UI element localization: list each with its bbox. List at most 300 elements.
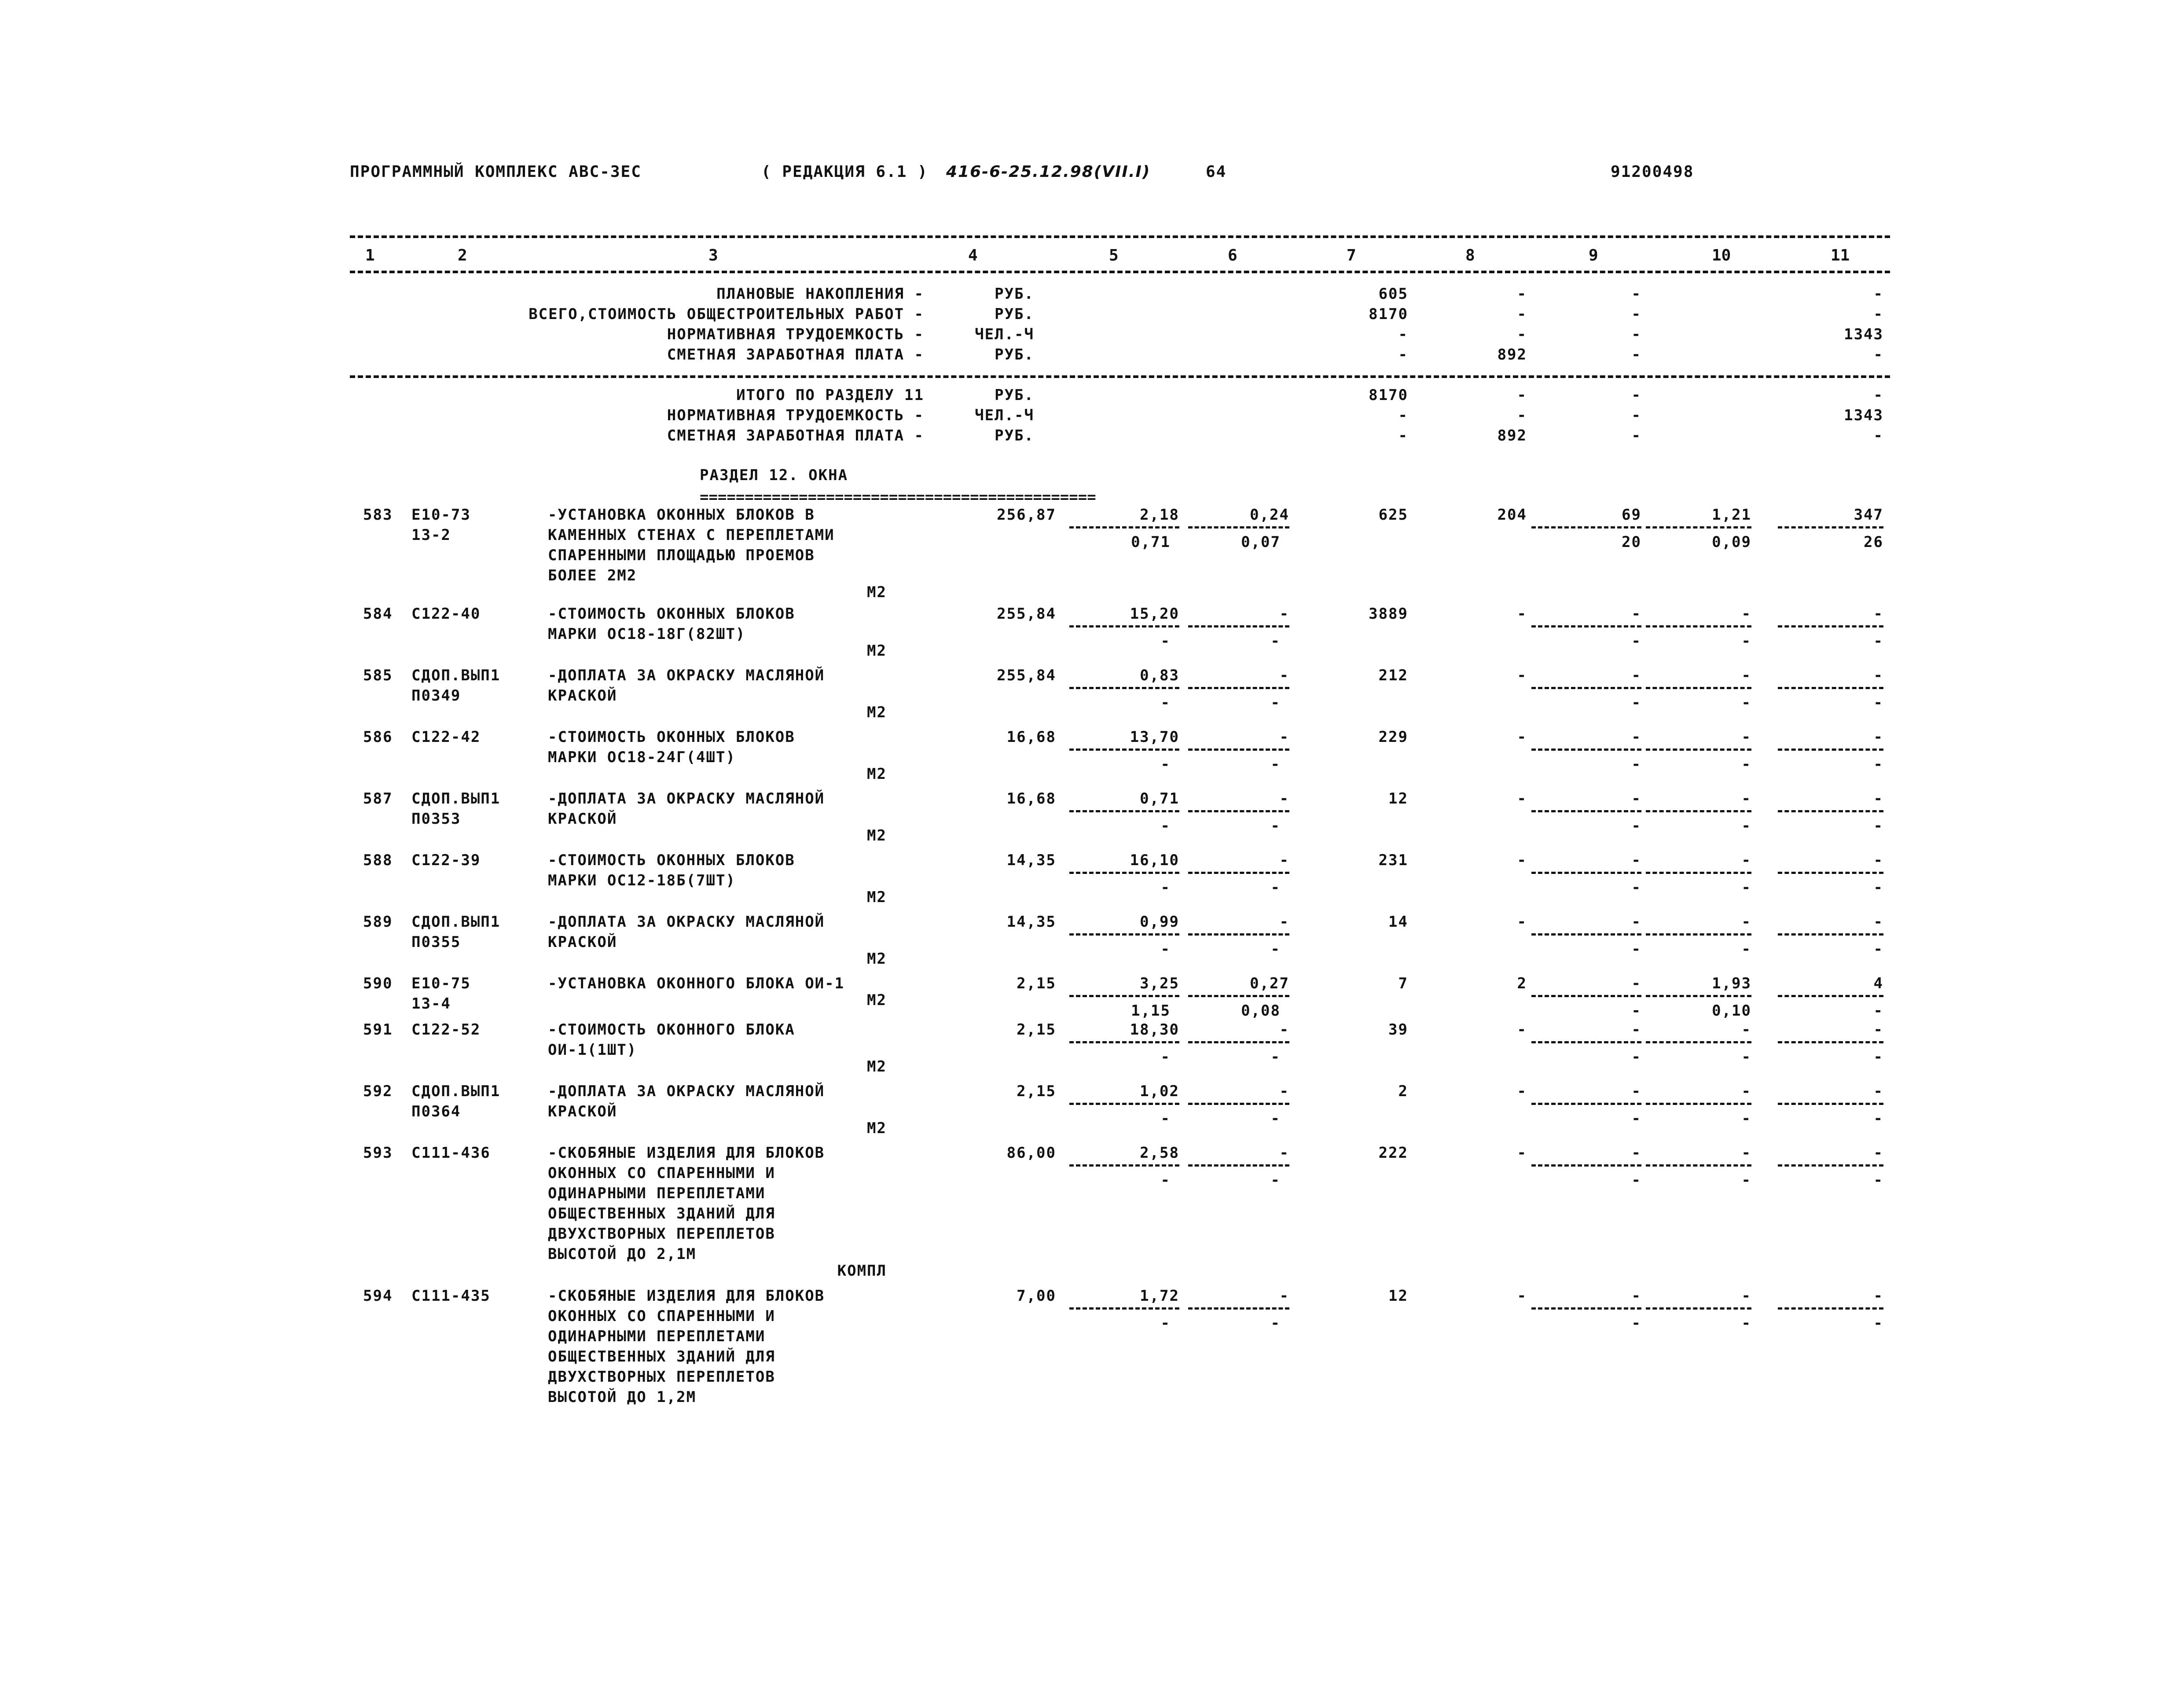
item-description: -СТОИМОСТЬ ОКОННЫХ БЛОКОВ xyxy=(548,851,795,869)
column-number-9: 9 xyxy=(1589,246,1598,264)
sub-rule-6 xyxy=(1188,749,1289,751)
summary-col8: - xyxy=(1517,285,1527,303)
item-col5-lower: - xyxy=(1160,756,1171,773)
item-description: БОЛЕЕ 2М2 xyxy=(548,567,637,584)
item-col10-lower: - xyxy=(1741,940,1751,958)
item-description: КРАСКОЙ xyxy=(548,1103,617,1120)
item-col6: 0,24 xyxy=(1250,506,1289,524)
item-col9-lower: - xyxy=(1631,694,1641,712)
item-unit: М2 xyxy=(867,991,887,1009)
program-name: ПРОГРАММНЫЙ КОМПЛЕКС АВС-3ЕС xyxy=(350,163,642,181)
item-number: 584 xyxy=(363,605,393,623)
edition: ( РЕДАКЦИЯ 6.1 ) xyxy=(761,163,928,181)
item-col8: - xyxy=(1517,728,1527,746)
item-col5-lower: - xyxy=(1160,1110,1171,1127)
item-number: 585 xyxy=(363,667,393,684)
sub-rule-9 xyxy=(1531,526,1641,528)
item-col10-lower: - xyxy=(1741,756,1751,773)
item-col5-lower: 0,71 xyxy=(1131,533,1171,551)
item-description: -ДОПЛАТА ЗА ОКРАСКУ МАСЛЯНОЙ xyxy=(548,790,825,807)
item-col11: - xyxy=(1873,728,1883,746)
item-col10: 1,21 xyxy=(1712,506,1751,524)
item-description: -УСТАНОВКА ОКОННОГО БЛОКА ОИ-1 xyxy=(548,975,845,992)
item-col10-lower: - xyxy=(1741,1048,1751,1066)
summary-unit: ЧЕЛ.-Ч xyxy=(975,407,1034,424)
sub-rule-6 xyxy=(1188,1307,1289,1310)
item-col5: 0,71 xyxy=(1140,790,1179,807)
item-col10-lower: - xyxy=(1741,1314,1751,1332)
item-code: C122-39 xyxy=(411,851,481,869)
sub-rule-10 xyxy=(1646,933,1751,936)
sub-rule-6 xyxy=(1188,526,1289,528)
item-description: ОКОННЫХ СО СПАРЕННЫМИ И xyxy=(548,1164,775,1182)
column-number-11: 11 xyxy=(1831,246,1850,264)
item-number: 583 xyxy=(363,506,393,524)
item-code: C122-52 xyxy=(411,1021,481,1038)
item-col6-lower: 0,08 xyxy=(1241,1002,1281,1020)
item-col11-lower: 26 xyxy=(1864,533,1883,551)
item-code: П0353 xyxy=(411,810,461,828)
item-col10: - xyxy=(1741,1287,1751,1305)
summary-col8: - xyxy=(1517,326,1527,343)
item-col6: - xyxy=(1279,913,1289,931)
summary-col8: - xyxy=(1517,407,1527,424)
item-col5-lower: - xyxy=(1160,879,1171,896)
sub-rule-10 xyxy=(1646,1041,1751,1043)
column-number-10: 10 xyxy=(1712,246,1731,264)
item-col10-lower: - xyxy=(1741,879,1751,896)
item-col7: 222 xyxy=(1378,1144,1408,1162)
item-description: -СКОБЯНЫЕ ИЗДЕЛИЯ ДЛЯ БЛОКОВ xyxy=(548,1287,825,1305)
summary-col9: - xyxy=(1631,285,1641,303)
item-col4: 14,35 xyxy=(1006,913,1056,931)
summary-col9: - xyxy=(1631,305,1641,323)
item-col10-lower: - xyxy=(1741,817,1751,835)
item-col9-lower: - xyxy=(1631,1002,1641,1020)
item-col9: - xyxy=(1631,790,1641,807)
item-description: -УСТАНОВКА ОКОННЫХ БЛОКОВ В xyxy=(548,506,815,524)
item-col6-lower: - xyxy=(1270,817,1281,835)
column-number-4: 4 xyxy=(968,246,978,264)
summary-label: ВСЕГО,СТОИМОСТЬ ОБЩЕСТРОИТЕЛЬНЫХ РАБОТ - xyxy=(529,305,924,323)
summary-unit: РУБ. xyxy=(995,305,1034,323)
item-unit: М2 xyxy=(867,583,887,601)
item-col7: 2 xyxy=(1398,1083,1408,1100)
sub-rule-5 xyxy=(1069,749,1179,751)
item-col8: - xyxy=(1517,1287,1527,1305)
sub-rule-10 xyxy=(1646,687,1751,689)
sub-rule-9 xyxy=(1531,687,1641,689)
item-description: КРАСКОЙ xyxy=(548,810,617,828)
item-col9: - xyxy=(1631,728,1641,746)
item-code: 13-4 xyxy=(411,995,451,1013)
item-col9: 69 xyxy=(1622,506,1641,524)
summary-unit: ЧЕЛ.-Ч xyxy=(975,326,1034,343)
sub-rule-9 xyxy=(1531,1041,1641,1043)
item-col5-lower: - xyxy=(1160,694,1171,712)
item-description: КРАСКОЙ xyxy=(548,687,617,705)
item-col10-lower: 0,09 xyxy=(1712,533,1751,551)
sub-rule-11 xyxy=(1778,810,1883,812)
summary-label: НОРМАТИВНАЯ ТРУДОЕМКОСТЬ - xyxy=(667,407,924,424)
item-number: 594 xyxy=(363,1287,393,1305)
item-col6: - xyxy=(1279,667,1289,684)
sub-rule-11 xyxy=(1778,526,1883,528)
item-col4: 16,68 xyxy=(1006,728,1056,746)
sub-rule-6 xyxy=(1188,810,1289,812)
item-unit: М2 xyxy=(867,827,887,844)
item-col7: 229 xyxy=(1378,728,1408,746)
column-number-3: 3 xyxy=(708,246,718,264)
item-col5-lower: - xyxy=(1160,1314,1171,1332)
item-col11: - xyxy=(1873,1144,1883,1162)
item-col10: - xyxy=(1741,667,1751,684)
item-description: -СТОИМОСТЬ ОКОННОГО БЛОКА xyxy=(548,1021,795,1038)
item-description: МАРКИ ОС18-18Г(82ШТ) xyxy=(548,625,746,643)
sub-rule-11 xyxy=(1778,1307,1883,1310)
item-col6-lower: - xyxy=(1270,1110,1281,1127)
sub-rule-9 xyxy=(1531,872,1641,874)
item-col7: 7 xyxy=(1398,975,1408,992)
item-col8: - xyxy=(1517,790,1527,807)
item-col8: 204 xyxy=(1497,506,1527,524)
sub-rule-5 xyxy=(1069,625,1179,627)
sub-rule-11 xyxy=(1778,995,1883,997)
item-code: C122-40 xyxy=(411,605,481,623)
item-description: -СТОИМОСТЬ ОКОННЫХ БЛОКОВ xyxy=(548,605,795,623)
item-col5-lower: 1,15 xyxy=(1131,1002,1171,1020)
item-code: CДОП.ВЫП1 xyxy=(411,1083,501,1100)
item-col11: - xyxy=(1873,913,1883,931)
item-col9-lower: - xyxy=(1631,756,1641,773)
item-code: C111-435 xyxy=(411,1287,491,1305)
summary-label: СМЕТНАЯ ЗАРАБОТНАЯ ПЛАТА - xyxy=(667,427,924,444)
item-col5: 0,83 xyxy=(1140,667,1179,684)
summary-col8: - xyxy=(1517,386,1527,404)
item-col11: 347 xyxy=(1854,506,1883,524)
item-col6: - xyxy=(1279,1144,1289,1162)
item-col9: - xyxy=(1631,913,1641,931)
item-col5: 2,18 xyxy=(1140,506,1179,524)
section-rule: ============================================ xyxy=(700,488,1096,506)
item-col6-lower: - xyxy=(1270,1048,1281,1066)
item-col9: - xyxy=(1631,1144,1641,1162)
summary-col9: - xyxy=(1631,386,1641,404)
item-number: 589 xyxy=(363,913,393,931)
header-rule-top xyxy=(350,235,1890,238)
item-col9: - xyxy=(1631,605,1641,623)
sub-rule-9 xyxy=(1531,1103,1641,1105)
item-col11: - xyxy=(1873,1021,1883,1038)
item-col6-lower: 0,07 xyxy=(1241,533,1281,551)
item-col5: 0,99 xyxy=(1140,913,1179,931)
item-col7: 12 xyxy=(1388,1287,1408,1305)
item-col9-lower: - xyxy=(1631,879,1641,896)
item-col4: 2,15 xyxy=(1017,975,1056,992)
item-col7: 14 xyxy=(1388,913,1408,931)
item-col7: 231 xyxy=(1378,851,1408,869)
item-col8: - xyxy=(1517,851,1527,869)
item-col11-lower: - xyxy=(1873,1314,1883,1332)
item-number: 587 xyxy=(363,790,393,807)
item-col9: - xyxy=(1631,1083,1641,1100)
item-col10-lower: - xyxy=(1741,694,1751,712)
item-col6-lower: - xyxy=(1270,756,1281,773)
item-col10: - xyxy=(1741,790,1751,807)
item-col11: - xyxy=(1873,667,1883,684)
sub-rule-9 xyxy=(1531,1164,1641,1167)
sub-rule-11 xyxy=(1778,1041,1883,1043)
item-col8: - xyxy=(1517,1021,1527,1038)
item-col9-lower: - xyxy=(1631,940,1641,958)
summary-col11: 1343 xyxy=(1844,326,1883,343)
item-col10: - xyxy=(1741,1083,1751,1100)
item-unit: КОМПЛ xyxy=(837,1262,887,1280)
item-number: 593 xyxy=(363,1144,393,1162)
item-description: -СТОИМОСТЬ ОКОННЫХ БЛОКОВ xyxy=(548,728,795,746)
column-number-8: 8 xyxy=(1465,246,1475,264)
item-col9-lower: - xyxy=(1631,1048,1641,1066)
item-col9-lower: - xyxy=(1631,1171,1641,1189)
summary-col11: - xyxy=(1873,346,1883,363)
summary-col9: - xyxy=(1631,407,1641,424)
item-col6: - xyxy=(1279,1083,1289,1100)
summary-col7: - xyxy=(1398,346,1408,363)
item-description: ОБЩЕСТВЕННЫХ ЗДАНИЙ ДЛЯ xyxy=(548,1205,775,1222)
item-col9: - xyxy=(1631,1287,1641,1305)
summary-col9: - xyxy=(1631,427,1641,444)
sub-rule-10 xyxy=(1646,1164,1751,1167)
item-col11: - xyxy=(1873,851,1883,869)
item-col4: 86,00 xyxy=(1006,1144,1056,1162)
sub-rule-10 xyxy=(1646,1103,1751,1105)
item-col10-lower: - xyxy=(1741,632,1751,650)
item-code: C122-42 xyxy=(411,728,481,746)
column-number-1: 1 xyxy=(365,246,375,264)
item-col5: 2,58 xyxy=(1140,1144,1179,1162)
item-col10: - xyxy=(1741,728,1751,746)
item-col11-lower: - xyxy=(1873,879,1883,896)
sub-rule-5 xyxy=(1069,933,1179,936)
item-code: CДОП.ВЫП1 xyxy=(411,913,501,931)
item-code: E10-73 xyxy=(411,506,471,524)
sub-rule-5 xyxy=(1069,995,1179,997)
item-description: -ДОПЛАТА ЗА ОКРАСКУ МАСЛЯНОЙ xyxy=(548,1083,825,1100)
doc-code: 91200498 xyxy=(1611,163,1694,181)
item-col4: 16,68 xyxy=(1006,790,1056,807)
item-col5-lower: - xyxy=(1160,940,1171,958)
summary-label: ПЛАНОВЫЕ НАКОПЛЕНИЯ - xyxy=(716,285,924,303)
item-col7: 39 xyxy=(1388,1021,1408,1038)
item-unit: М2 xyxy=(867,642,887,660)
item-col10: - xyxy=(1741,913,1751,931)
item-col4: 14,35 xyxy=(1006,851,1056,869)
sub-rule-6 xyxy=(1188,1164,1289,1167)
item-col9: - xyxy=(1631,667,1641,684)
item-code: П0349 xyxy=(411,687,461,705)
item-col11-lower: - xyxy=(1873,694,1883,712)
summary-col11: 1343 xyxy=(1844,407,1883,424)
item-col8: - xyxy=(1517,605,1527,623)
item-unit: М2 xyxy=(867,1058,887,1075)
sub-rule-10 xyxy=(1646,872,1751,874)
item-col5: 16,10 xyxy=(1130,851,1179,869)
item-unit: М2 xyxy=(867,765,887,783)
summary-unit: РУБ. xyxy=(995,346,1034,363)
sub-rule-11 xyxy=(1778,625,1883,627)
item-code: CДОП.ВЫП1 xyxy=(411,790,501,807)
item-col9-lower: - xyxy=(1631,632,1641,650)
item-col6: - xyxy=(1279,728,1289,746)
item-unit: М2 xyxy=(867,1119,887,1137)
item-description: КРАСКОЙ xyxy=(548,933,617,951)
sub-rule-9 xyxy=(1531,625,1641,627)
handwritten-note: 416-6-25.12.98(VII.I) xyxy=(946,163,1151,181)
item-code: CДОП.ВЫП1 xyxy=(411,667,501,684)
sub-rule-11 xyxy=(1778,872,1883,874)
item-code: П0364 xyxy=(411,1103,461,1120)
item-col10-lower: 0,10 xyxy=(1712,1002,1751,1020)
sub-rule-11 xyxy=(1778,687,1883,689)
sub-rule-5 xyxy=(1069,526,1179,528)
item-col9: - xyxy=(1631,851,1641,869)
summary-unit: РУБ. xyxy=(995,285,1034,303)
item-col5-lower: - xyxy=(1160,1048,1171,1066)
item-col6-lower: - xyxy=(1270,694,1281,712)
item-unit: М2 xyxy=(867,950,887,968)
item-col11-lower: - xyxy=(1873,1110,1883,1127)
summary-col8: - xyxy=(1517,305,1527,323)
item-col11-lower: - xyxy=(1873,1048,1883,1066)
item-col7: 12 xyxy=(1388,790,1408,807)
summary-label: ИТОГО ПО РАЗДЕЛУ 11 xyxy=(736,386,924,404)
sub-rule-5 xyxy=(1069,1307,1179,1310)
item-col9-lower: - xyxy=(1631,1110,1641,1127)
sub-rule-9 xyxy=(1531,1307,1641,1310)
summary-col7: 8170 xyxy=(1369,386,1408,404)
item-col8: - xyxy=(1517,1144,1527,1162)
item-col10-lower: - xyxy=(1741,1110,1751,1127)
item-description: -ДОПЛАТА ЗА ОКРАСКУ МАСЛЯНОЙ xyxy=(548,913,825,931)
item-description: МАРКИ ОС18-24Г(4ШТ) xyxy=(548,749,736,766)
sub-rule-6 xyxy=(1188,933,1289,936)
sub-rule-10 xyxy=(1646,1307,1751,1310)
item-col4: 255,84 xyxy=(997,605,1056,623)
item-code: 13-2 xyxy=(411,526,451,544)
sub-rule-10 xyxy=(1646,526,1751,528)
summary-label: СМЕТНАЯ ЗАРАБОТНАЯ ПЛАТА - xyxy=(667,346,924,363)
sub-rule-6 xyxy=(1188,1103,1289,1105)
item-description: МАРКИ ОС12-18Б(7ШТ) xyxy=(548,872,736,889)
item-col11-lower: - xyxy=(1873,632,1883,650)
item-code: C111-436 xyxy=(411,1144,491,1162)
item-col11: - xyxy=(1873,790,1883,807)
item-col8: 2 xyxy=(1517,975,1527,992)
column-number-7: 7 xyxy=(1347,246,1356,264)
item-number: 592 xyxy=(363,1083,393,1100)
item-number: 586 xyxy=(363,728,393,746)
summary-unit: РУБ. xyxy=(995,427,1034,444)
sub-rule-11 xyxy=(1778,933,1883,936)
item-number: 590 xyxy=(363,975,393,992)
summary-col8: 892 xyxy=(1497,346,1527,363)
item-col9-lower: - xyxy=(1631,817,1641,835)
item-col9: - xyxy=(1631,1021,1641,1038)
sub-rule-9 xyxy=(1531,933,1641,936)
sub-rule-11 xyxy=(1778,1103,1883,1105)
summary-unit: РУБ. xyxy=(995,386,1034,404)
sub-rule-6 xyxy=(1188,625,1289,627)
item-col6: - xyxy=(1279,1287,1289,1305)
item-number: 591 xyxy=(363,1021,393,1038)
sub-rule-10 xyxy=(1646,749,1751,751)
item-col6-lower: - xyxy=(1270,632,1281,650)
sub-rule-6 xyxy=(1188,872,1289,874)
item-col5-lower: - xyxy=(1160,632,1171,650)
summary-col11: - xyxy=(1873,305,1883,323)
item-col10: - xyxy=(1741,1144,1751,1162)
item-col10: - xyxy=(1741,605,1751,623)
item-col5: 15,20 xyxy=(1130,605,1179,623)
item-code: П0355 xyxy=(411,933,461,951)
item-code: E10-75 xyxy=(411,975,471,992)
item-description: КАМЕННЫХ СТЕНАХ С ПЕРЕПЛЕТАМИ xyxy=(548,526,835,544)
item-col4: 256,87 xyxy=(997,506,1056,524)
item-col6: - xyxy=(1279,851,1289,869)
summary-label: НОРМАТИВНАЯ ТРУДОЕМКОСТЬ - xyxy=(667,326,924,343)
item-col5: 13,70 xyxy=(1130,728,1179,746)
item-description: ДВУХСТВОРНЫХ ПЕРЕПЛЕТОВ xyxy=(548,1225,775,1243)
sub-rule-5 xyxy=(1069,687,1179,689)
item-col8: - xyxy=(1517,1083,1527,1100)
sub-rule-6 xyxy=(1188,995,1289,997)
sub-rule-11 xyxy=(1778,1164,1883,1167)
item-col11: - xyxy=(1873,605,1883,623)
summary-col7: - xyxy=(1398,427,1408,444)
item-description: ОКОННЫХ СО СПАРЕННЫМИ И xyxy=(548,1307,775,1325)
item-description: СПАРЕННЫМИ ПЛОЩАДЬЮ ПРОЕМОВ xyxy=(548,547,815,564)
item-col4: 2,15 xyxy=(1017,1083,1056,1100)
item-col6-lower: - xyxy=(1270,1171,1281,1189)
summary-col9: - xyxy=(1631,346,1641,363)
item-col11-lower: - xyxy=(1873,817,1883,835)
item-col6-lower: - xyxy=(1270,940,1281,958)
summary-col7: 8170 xyxy=(1369,305,1408,323)
column-number-2: 2 xyxy=(458,246,467,264)
summary-col7: 605 xyxy=(1378,285,1408,303)
item-col10: - xyxy=(1741,851,1751,869)
item-col5: 1,72 xyxy=(1140,1287,1179,1305)
item-col6-lower: - xyxy=(1270,1314,1281,1332)
summary-col11: - xyxy=(1873,386,1883,404)
item-description: ОБЩЕСТВЕННЫХ ЗДАНИЙ ДЛЯ xyxy=(548,1348,775,1365)
item-col7: 625 xyxy=(1378,506,1408,524)
item-col4: 2,15 xyxy=(1017,1021,1056,1038)
sub-rule-5 xyxy=(1069,1041,1179,1043)
item-description: ОИ-1(1ШТ) xyxy=(548,1041,637,1059)
item-col5: 3,25 xyxy=(1140,975,1179,992)
item-description: -ДОПЛАТА ЗА ОКРАСКУ МАСЛЯНОЙ xyxy=(548,667,825,684)
sub-rule-10 xyxy=(1646,810,1751,812)
item-description: -СКОБЯНЫЕ ИЗДЕЛИЯ ДЛЯ БЛОКОВ xyxy=(548,1144,825,1162)
item-col5: 18,30 xyxy=(1130,1021,1179,1038)
item-col6: - xyxy=(1279,605,1289,623)
summary-divider xyxy=(350,375,1890,378)
sub-rule-6 xyxy=(1188,687,1289,689)
sub-rule-10 xyxy=(1646,995,1751,997)
item-col6: - xyxy=(1279,1021,1289,1038)
item-number: 588 xyxy=(363,851,393,869)
